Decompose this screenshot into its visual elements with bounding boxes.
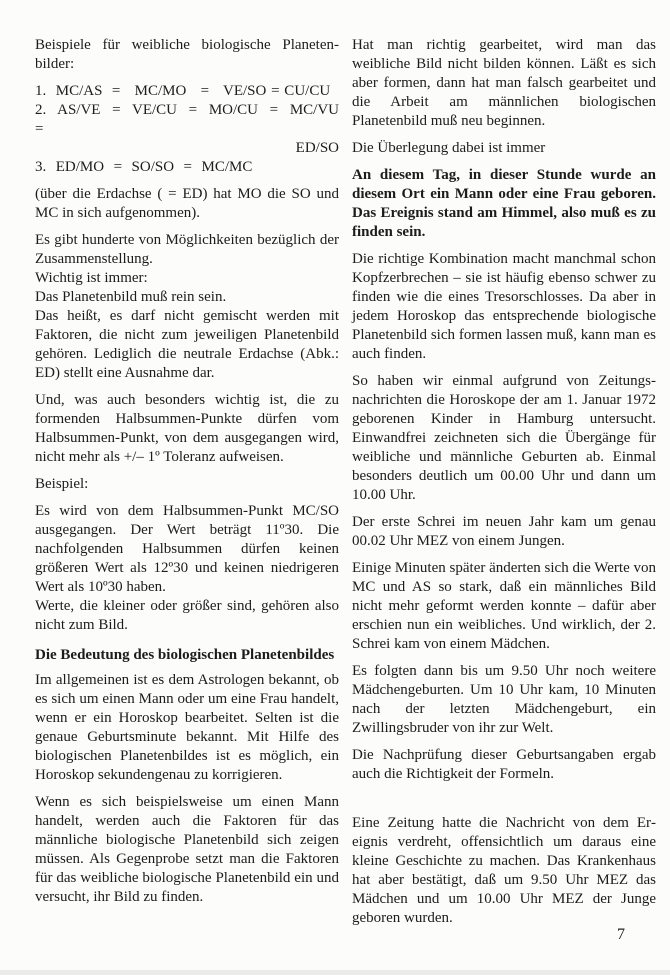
formula-list (35, 82, 349, 177)
paragraph-zeitung: Eine Zeitung hatte die Nachricht von dem Ereignis verdreht, offensichtlich um daraus eine kleine Geschichte zu machen. Das Krankenhaus hat aber bestätigt, daß um 9.50 Uhr MEZ das Mädchen und um 10.00 Uhr MEZ der Junge geboren wurden. (352, 815, 656, 926)
rule-line: Es gibt hunderte von Möglichkeiten bezüglich der Zusammenstellung. (35, 232, 339, 267)
formula-item-1: 1. MC/AS = MC/MO = VE/SO = CU/CU (35, 83, 331, 99)
paragraph-hat-man: Hat man richtig gearbeitet, wird man das weibliche Bild nicht bilden können. Läßt es sich aber formen, dann hat man falsch gearbeitet und die Arbeit am männlichen biologischen Planetenbild muß neu beginnen. (352, 37, 656, 129)
page-number: 7 (617, 926, 625, 943)
paragraph-beispiel-label: Beispiel: (35, 476, 89, 492)
paragraph-es-folgten: Es folgten dann bis um 9.50 Uhr noch weitere Mädchengeburten. Um 10 Uhr kam, 10 Minuten nach der letzten Mädchengeburt, ein Zwillingsbruder von ihr zur Welt. (352, 663, 656, 736)
paragraph-toleranz: Und, was auch besonders wichtig ist, die zu formenden Halbsummen-Punkte dürfen vom Halbsummen-Punkt, von dem ausgegangen wird, nicht mehr als +/– 1º Toleranz aufweisen. (35, 392, 339, 465)
right-column (352, 36, 656, 936)
paragraph-kombination: Die richtige Kombination macht manchmal schon Kopfzerbrechen – sie ist häufig ebenso schwer zu finden wie die eines Tresorschlosses. Da aber in jedem Horoskop das entsprechende biologische Planetenbild sich formen lassen muß, kann man es auch finden. (352, 251, 656, 362)
formula-item-2-continued: ED/SO (295, 140, 339, 156)
section-heading-bedeutung: Die Bedeutung des biologischen Planetenbildes (35, 647, 335, 663)
paragraph-note: (über die Erdachse ( = ED) hat MO die SO und MC in sich aufgenommen). (35, 186, 339, 221)
left-column (35, 36, 349, 936)
paragraph-rules (35, 231, 339, 383)
paragraph-intro: Beispiele für weibliche biologische Planetenbilder: (35, 37, 339, 72)
beispiel-line: Es wird von dem Halbsummen-Punkt MC/SO ausgegangen. Der Wert beträgt 11º30. Die nachfolgenden Halbsummen dürfen keinen größeren Wert als 12º30 und keinen niedrigeren Wert als 10º30 haben. (35, 503, 339, 595)
paragraph-ueberlegung: Die Überlegung dabei ist immer (352, 140, 546, 156)
paragraph-an-diesem-tag: An diesem Tag, in dieser Stunde wurde an diesem Ort ein Mann oder eine Frau geboren. Das Ereignis stand am Himmel, also muß es zu finden sein. (352, 167, 656, 240)
paragraph-zeitungsnachrichten: So haben wir einmal aufgrund von Zeitungsnachrichten die Horoskope der am 1. Januar 1972 geborenen Kinder in Hamburg untersucht. Einwandfrei zeichneten sich die Übergänge für weibliche und männliche Geburten ab. Einmal besonders deutlich um 00.00 Uhr und dann um 10.00 Uhr. (352, 373, 656, 503)
scan-edge (0, 970, 670, 975)
beispiel-line: Werte, die kleiner oder größer sind, gehören also nicht zum Bild. (35, 598, 339, 633)
paragraph-wenn-mann: Wenn es sich beispielsweise um einen Mann handelt, werden auch die Faktoren für das männliche biologische Planetenbild sich zeigen müssen. Als Gegenprobe setzt man die Faktoren für das weibliche biologische Planetenbild ein und versucht, ihr Bild zu finden. (35, 794, 339, 905)
rule-line: Das heißt, es darf nicht gemischt werden mit Faktoren, die nicht zum jeweiligen Planetenbild gehören. Lediglich die neutrale Erdachse (Abk.: ED) stellt eine Ausnahme dar. (35, 308, 339, 381)
formula-item-3: 3. ED/MO = SO/SO = MC/MC (35, 159, 253, 175)
formula-item-2: 2. AS/VE = VE/CU = MO/CU = MC/VU = (35, 102, 349, 137)
paragraph-einige-minuten: Einige Minuten später änderten sich die Werte von MC und AS so stark, daß ein männliches Bild nicht mehr geformt werden konnte – dafür aber erschien nun ein weibliches. Und wirklich, der 2. Schrei kam von einem Mädchen. (352, 560, 656, 652)
paragraph-nachpruefung: Die Nachprüfung dieser Geburtsangaben ergab auch die Richtigkeit der Formeln. (352, 747, 656, 782)
paragraph-halbsummen-beispiel (35, 502, 339, 635)
paragraph-im-allgemeinen: Im allgemeinen ist es dem Astrologen bekannt, ob es sich um einen Mann oder um eine Frau handelt, wenn er ein Horoskop bearbeitet. Selten ist die genaue Geburtsminute bekannt. Mit Hilfe des biologischen Planetenbildes ist es möglich, ein Horoskop sekundengenau zu korrigieren. (35, 672, 339, 783)
rule-line: Wichtig ist immer: (35, 270, 148, 286)
rule-line: Das Planetenbild muß rein sein. (35, 289, 227, 305)
paragraph-erster-schrei: Der erste Schrei im neuen Jahr kam um genau 00.02 Uhr MEZ von einem Jungen. (352, 514, 656, 549)
